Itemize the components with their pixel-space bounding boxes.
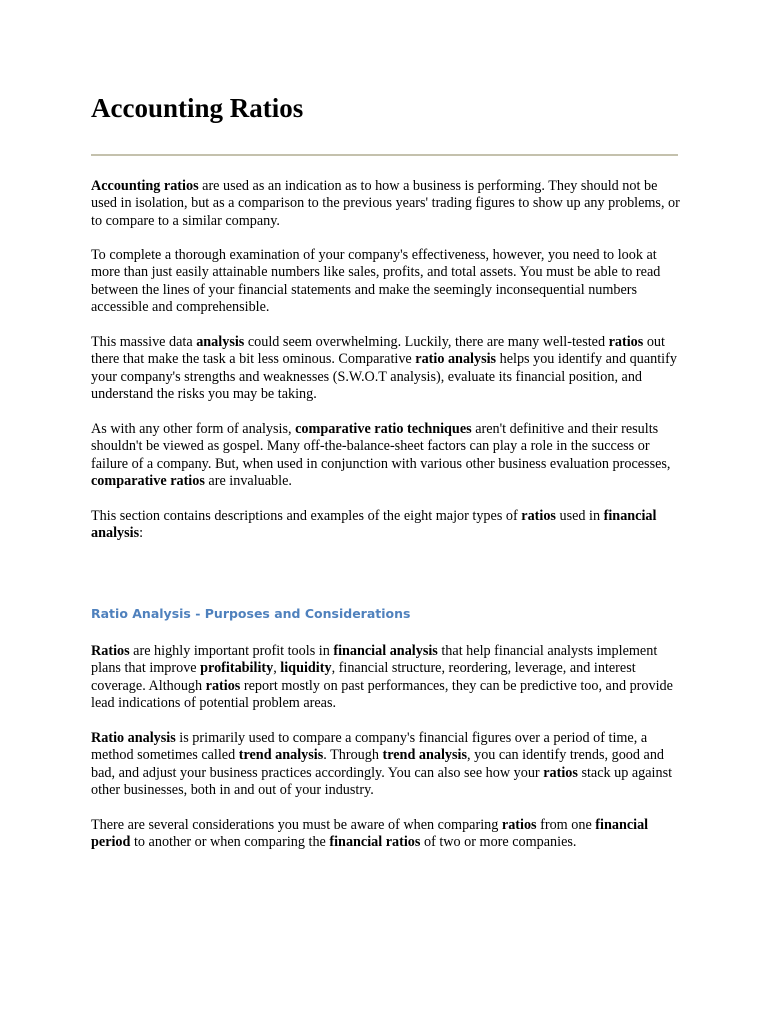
page-title: Accounting Ratios <box>91 93 304 123</box>
paragraph-text: To complete a thorough examination of your company's effectiveness, however, you need to look at more than just easily attainable numbers like sales, profits, and total assets. You must be able to read between the lines of your financial statements and make the seemingly inconsequential numbers accessible and comprehensible. <box>91 247 661 316</box>
bold-term: profitability <box>200 660 274 677</box>
paragraph-text: used in <box>555 508 604 524</box>
paragraph-text: of two or more companies. <box>420 834 577 851</box>
bold-term: trend analysis <box>382 747 467 764</box>
bold-term: trend analysis <box>238 747 324 764</box>
paragraph-text: There are several considerations you must be aware of when comparing <box>91 817 502 833</box>
paragraph-text: , you can identify trends, good and bad, and adjust your business practices accordingly. You can also see how your <box>91 747 665 781</box>
paragraph-text: This massive data <box>91 334 197 350</box>
bold-term: financial analysis <box>333 643 438 659</box>
paragraph-text: from one <box>536 817 596 833</box>
paragraph-text: to another or when comparing the <box>130 834 330 851</box>
section-heading: Ratio Analysis - Purposes and Considerations <box>91 606 411 621</box>
paragraph-7 <box>91 730 681 800</box>
paragraph-text: stack up against other businesses, both in and out of your industry. <box>91 764 673 799</box>
paragraph-1 <box>91 178 681 230</box>
paragraph-8 <box>91 817 681 852</box>
paragraph-4 <box>91 421 681 491</box>
paragraph-text: , <box>273 660 281 677</box>
paragraph-text: helps you identify and quantify your company's strengths and weaknesses (S.W.O.T analysis), evaluate its financial position, and understand the risks you may be taking. <box>91 351 677 403</box>
paragraph-text: are used as an indication as to how a business is performing. They should not be used in isolation, but as a comparison to the previous years' trading figures to show up any problems, or to compare to a similar company. <box>91 178 680 229</box>
paragraph-text: that help financial analysts implement plans that improve <box>91 643 658 677</box>
paragraph-6 <box>91 643 681 713</box>
paragraph-text: is primarily used to compare a company's financial figures over a period of time, a method sometimes called <box>91 730 648 764</box>
bold-term: ratios <box>521 508 556 524</box>
bold-term: financial analysis <box>91 508 657 542</box>
bold-term: ratio analysis <box>415 351 497 368</box>
paragraph-3 <box>91 334 681 404</box>
paragraph-text: This section contains descriptions and examples of the eight major types of <box>91 508 522 524</box>
title-divider <box>91 154 678 156</box>
bold-term: ratios <box>608 334 644 350</box>
paragraph-2 <box>91 247 681 317</box>
bold-term: ratios <box>501 817 537 833</box>
bold-term: Ratio analysis <box>91 730 176 746</box>
bold-term: liquidity <box>280 660 332 677</box>
bold-term: Accounting ratios <box>91 178 199 194</box>
paragraph-text: could seem overwhelming. Luckily, there are many well-tested <box>244 334 609 350</box>
bold-term: analysis <box>196 334 245 350</box>
bold-term: ratios <box>205 677 241 694</box>
paragraph-text: As with any other form of analysis, <box>91 421 296 437</box>
paragraph-text: aren't definitive and their results shouldn't be viewed as gospel. Many off-the-balance-sheet factors can play a role in the success or failure of a company. But, when used in conjunction with various other business evaluation processes, <box>91 421 671 472</box>
paragraph-text: . Through <box>323 747 383 764</box>
bold-term: financial ratios <box>329 834 421 851</box>
paragraph-text: are invaluable. <box>204 473 292 490</box>
bold-term: Ratios <box>91 643 130 659</box>
paragraph-5 <box>91 508 681 543</box>
paragraph-text: are highly important profit tools in <box>129 643 334 659</box>
paragraph-text: out there that make the task a bit less ominous. Comparative <box>91 334 665 368</box>
paragraph-text: , financial structure, reordering, leverage, and interest coverage. Although <box>91 660 636 694</box>
bold-term: ratios <box>543 764 578 781</box>
paragraph-text: report mostly on past performances, they can be predictive too, and provide lead indications of potential problem areas. <box>91 677 673 712</box>
paragraph-text: : <box>139 525 144 542</box>
bold-term: comparative ratios <box>91 473 205 490</box>
bold-term: financial period <box>91 817 649 851</box>
bold-term: comparative ratio techniques <box>295 421 472 437</box>
